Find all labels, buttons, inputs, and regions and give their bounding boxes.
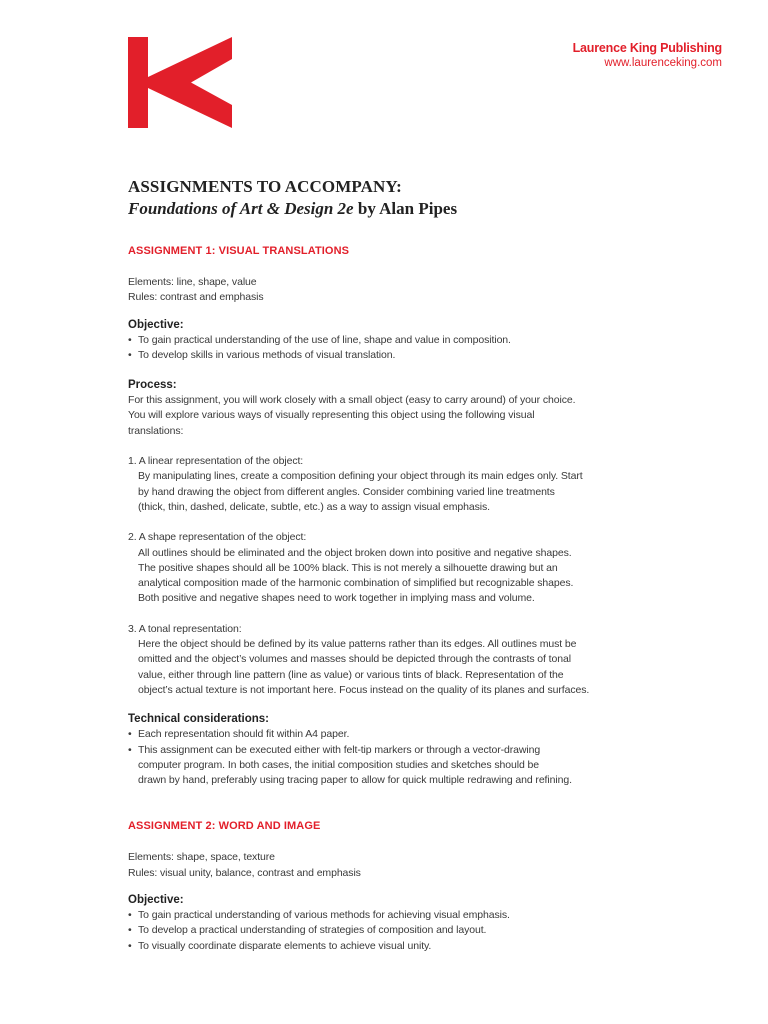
book-title: Foundations of Art & Design 2e [128, 199, 354, 218]
k-logo-icon [128, 37, 232, 128]
step-line: value, either through line pattern (line as value) or various tints of black. Representation of the [138, 668, 564, 681]
assignment-1-objectives [128, 333, 608, 364]
objective-item: • To gain practical understanding of various methods for achieving visual emphasis. [128, 908, 608, 923]
assignment-2-objective-heading: Objective: [128, 894, 184, 907]
step-line: By manipulating lines, create a composition defining your object through its main edges only. Start [138, 470, 583, 483]
technical-considerations-list [128, 727, 608, 788]
step-line: by hand drawing the object from different angles. Consider combining varied line treatments [138, 485, 555, 498]
assignment-2-heading: ASSIGNMENT 2: WORD AND IMAGE [128, 820, 321, 833]
document-subtitle [128, 198, 608, 220]
process-intro-line: For this assignment, you will work closely with a small object (easy to carry around) of your choice. [128, 394, 576, 407]
assignment-1-meta [128, 275, 608, 306]
publisher-name: Laurence King Publishing [572, 41, 722, 55]
step-title: 2. A shape representation of the object: [128, 531, 307, 544]
assignment-1-elements: Elements: line, shape, value [128, 276, 257, 288]
process-intro-line: You will explore various ways of visually representing this object using the following visual [128, 409, 535, 422]
assignment-1-objective-heading: Objective: [128, 318, 184, 331]
step-line: All outlines should be eliminated and the object broken down into positive and negative shapes. [138, 546, 572, 559]
objective-item: • To develop skills in various methods of visual translation. [128, 348, 608, 363]
technical-item [128, 743, 608, 789]
technical-line: • This assignment can be executed either with felt-tip markers or through a vector-drawing [138, 743, 541, 756]
step-title: 1. A linear representation of the object: [128, 455, 304, 468]
assignment-2-rules: Rules: visual unity, balance, contrast and emphasis [128, 866, 361, 879]
step-line: object’s actual texture is not important here. Focus instead on the quality of its planes and surfaces. [138, 683, 590, 696]
step-title: 3. A tonal representation: [128, 622, 242, 635]
step-body [128, 469, 608, 515]
book-author: by Alan Pipes [353, 199, 458, 218]
document-title: ASSIGNMENTS TO ACCOMPANY: [128, 177, 402, 196]
process-step-1 [128, 454, 608, 515]
assignment-2-meta [128, 850, 608, 881]
step-line: Both positive and negative shapes need to work together in implying mass and volume. [138, 592, 535, 605]
step-line: (thick, thin, dashed, delicate, subtle, etc.) as a way to assign visual emphasis. [138, 500, 490, 513]
step-line: Here the object should be defined by its value patterns rather than its edges. All outlines must be [138, 638, 577, 651]
process-step-2 [128, 530, 608, 606]
step-line: The positive shapes should all be 100% black. This is not merely a silhouette drawing but an [138, 561, 558, 574]
document-content [128, 176, 608, 954]
technical-line: drawn by hand, preferably using tracing paper to allow for quick multiple redrawing and refining. [138, 774, 572, 787]
technical-line: • Each representation should fit within A4 paper. [138, 728, 350, 741]
publisher-url[interactable]: www.laurenceking.com [604, 57, 722, 69]
assignment-1-process-heading: Process: [128, 379, 177, 392]
step-line: analytical composition made of the harmonic combination of simplified but recognizable shapes. [138, 577, 574, 590]
process-intro [128, 393, 608, 439]
assignment-1-rules: Rules: contrast and emphasis [128, 291, 264, 304]
process-intro-line: translations: [128, 424, 184, 437]
step-line: omitted and the object’s volumes and masses should be depicted through the contrasts of tonal [138, 653, 571, 666]
k-logo-shape [128, 37, 232, 128]
step-body [128, 546, 608, 607]
objective-item: • To gain practical understanding of the use of line, shape and value in composition. [128, 333, 608, 348]
step-body [128, 637, 608, 698]
publisher-block [573, 40, 722, 70]
assignment-1-heading: ASSIGNMENT 1: VISUAL TRANSLATIONS [128, 245, 350, 257]
process-step-3 [128, 622, 608, 698]
assignment-2-elements: Elements: shape, space, texture [128, 851, 275, 864]
assignment-2-objectives [128, 908, 608, 954]
technical-line: computer program. In both cases, the initial composition studies and sketches should be [138, 758, 540, 771]
objective-item: • To develop a practical understanding of strategies of composition and layout. [128, 923, 608, 938]
technical-item [128, 727, 608, 742]
technical-considerations-heading: Technical considerations: [128, 713, 270, 726]
objective-item: • To visually coordinate disparate elements to achieve visual unity. [128, 939, 608, 954]
